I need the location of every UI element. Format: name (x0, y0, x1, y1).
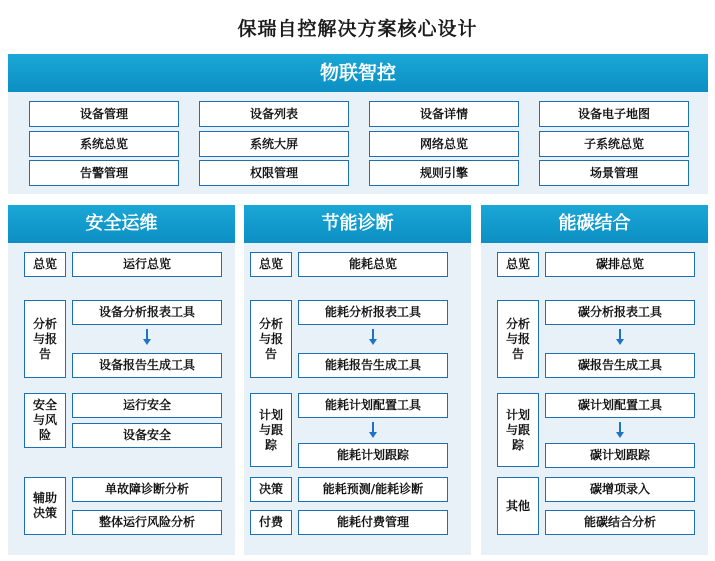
item-carbon-report-tool[interactable]: 碳报告生成工具 (545, 353, 695, 378)
iot-item-big-screen[interactable]: 系统大屏 (199, 131, 349, 157)
iot-item-scene-management[interactable]: 场景管理 (539, 160, 689, 186)
iot-item-subsystem-overview[interactable]: 子系统总览 (539, 131, 689, 157)
item-energy-carbon-analysis[interactable]: 能碳结合分析 (545, 510, 695, 535)
item-device-analysis-tool[interactable]: 设备分析报表工具 (72, 300, 222, 325)
safety-ops-panel (8, 205, 235, 555)
iot-item-system-overview[interactable]: 系统总览 (29, 131, 179, 157)
label-analysis-report: 分析与报告 (24, 300, 66, 378)
label-analysis-report: 分析与报告 (250, 300, 292, 378)
iot-item-alarm-management[interactable]: 告警管理 (29, 160, 179, 186)
energy-diagnosis-panel (244, 205, 471, 555)
page-title: 保瑞自控解决方案核心设计 (237, 18, 478, 40)
label-overview: 总览 (24, 252, 66, 277)
iot-item-device-map[interactable]: 设备电子地图 (539, 101, 689, 127)
iot-item-rule-engine[interactable]: 规则引擎 (369, 160, 519, 186)
iot-banner: 物联智控 (8, 54, 708, 92)
iot-item-device-management[interactable]: 设备管理 (29, 101, 179, 127)
energy-carbon-banner: 能碳结合 (481, 205, 708, 243)
item-carbon-overview[interactable]: 碳排总览 (545, 252, 695, 277)
item-device-safety[interactable]: 设备安全 (72, 423, 222, 448)
energy-diagnosis-banner: 节能诊断 (244, 205, 471, 243)
item-single-fault-diagnosis[interactable]: 单故障诊断分析 (72, 477, 222, 502)
item-run-overview[interactable]: 运行总览 (72, 252, 222, 277)
item-energy-payment[interactable]: 能耗付费管理 (298, 510, 448, 535)
iot-panel (8, 54, 708, 194)
label-other: 其他 (497, 477, 539, 535)
energy-carbon-panel (481, 205, 708, 555)
label-plan-track: 计划与跟踪 (250, 393, 292, 467)
item-run-safety[interactable]: 运行安全 (72, 393, 222, 418)
label-overview: 总览 (250, 252, 292, 277)
iot-item-network-overview[interactable]: 网络总览 (369, 131, 519, 157)
label-decision-support: 辅助决策 (24, 477, 66, 535)
iot-item-device-list[interactable]: 设备列表 (199, 101, 349, 127)
item-energy-overview[interactable]: 能耗总览 (298, 252, 448, 277)
item-device-report-tool[interactable]: 设备报告生成工具 (72, 353, 222, 378)
label-plan-track: 计划与跟踪 (497, 393, 539, 467)
item-carbon-plan-track[interactable]: 碳计划跟踪 (545, 443, 695, 468)
safety-ops-banner: 安全运维 (8, 205, 235, 243)
label-decision: 决策 (250, 477, 292, 502)
item-energy-forecast[interactable]: 能耗预测/能耗诊断 (298, 477, 448, 502)
iot-item-permission-management[interactable]: 权限管理 (199, 160, 349, 186)
item-energy-plan-track[interactable]: 能耗计划跟踪 (298, 443, 448, 468)
item-energy-report-tool[interactable]: 能耗报告生成工具 (298, 353, 448, 378)
iot-item-device-details[interactable]: 设备详情 (369, 101, 519, 127)
label-overview: 总览 (497, 252, 539, 277)
item-overall-risk-analysis[interactable]: 整体运行风险分析 (72, 510, 222, 535)
item-carbon-plan-config[interactable]: 碳计划配置工具 (545, 393, 695, 418)
label-analysis-report: 分析与报告 (497, 300, 539, 378)
item-energy-plan-config[interactable]: 能耗计划配置工具 (298, 393, 448, 418)
label-safety-risk: 安全与风险 (24, 393, 66, 448)
item-carbon-increment-entry[interactable]: 碳增项录入 (545, 477, 695, 502)
item-carbon-analysis-tool[interactable]: 碳分析报表工具 (545, 300, 695, 325)
label-payment: 付费 (250, 510, 292, 535)
item-energy-analysis-tool[interactable]: 能耗分析报表工具 (298, 300, 448, 325)
